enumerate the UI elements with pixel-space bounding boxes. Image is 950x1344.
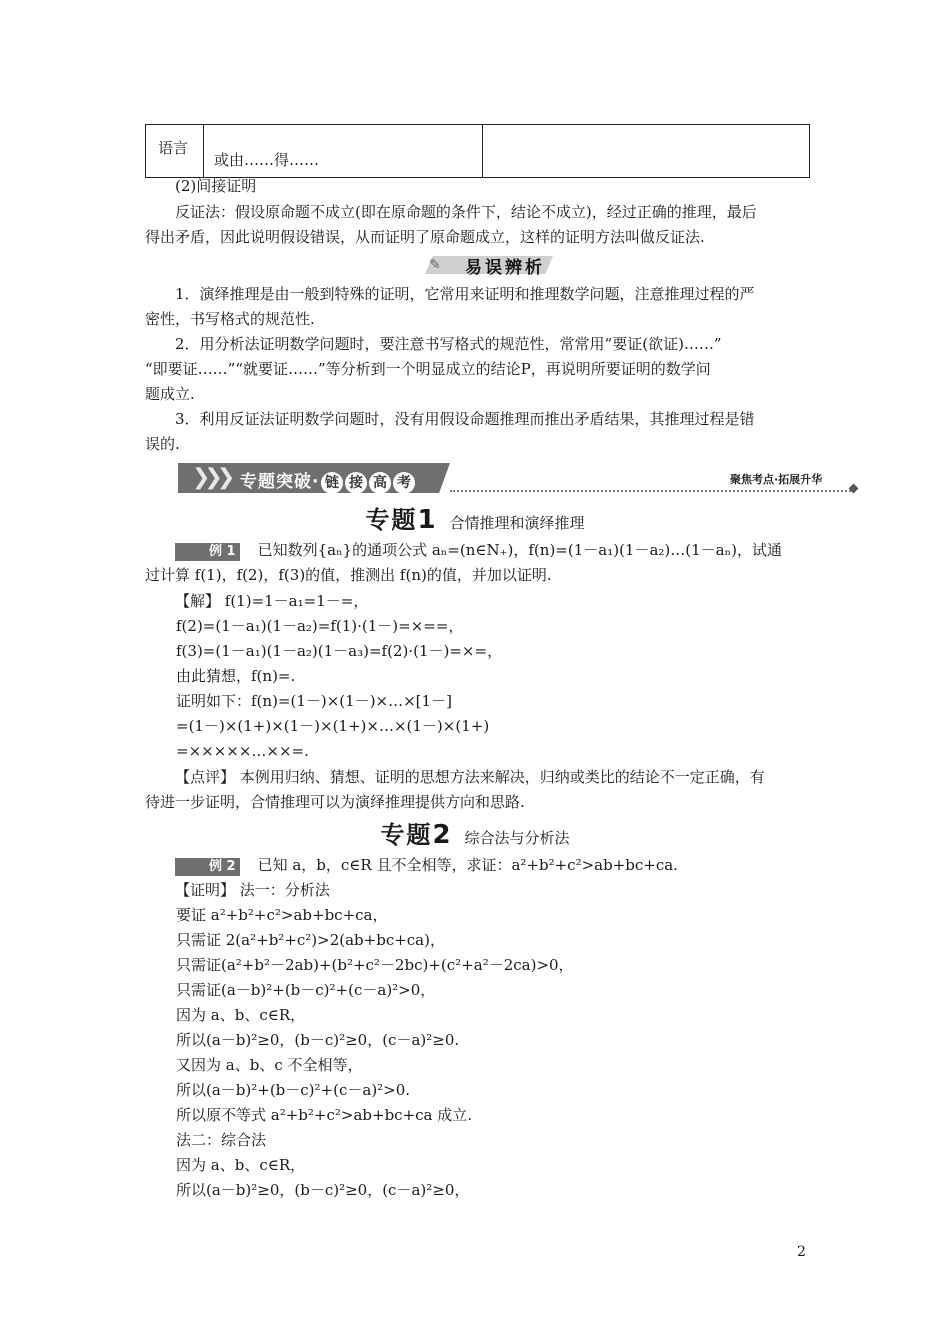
errors-banner-title: 易误辨析 — [465, 258, 545, 278]
proof-2-line: 法二：综合法 — [176, 1131, 267, 1149]
example-1-text: 已知数列{aₙ}的通项公式 aₙ=(n∈N₊)，f(n)=(1－a₁)(1－a₂)…(1－aₙ)，试通 — [257, 541, 782, 559]
contradiction-text-2: 得出矛盾，因此说明假设错误，从而证明了原命题成立，这样的证明方法叫做反证法. — [145, 228, 705, 246]
indirect-proof-heading: (2)间接证明 — [175, 177, 257, 195]
banner-circle-char: 接 — [345, 472, 367, 494]
solution-1-line: =(1－)×(1+)×(1－)×(1+)×…×(1－)×(1+) — [176, 717, 490, 735]
proof-2-line: 只需证(a－b)²+(b－c)²+(c－a)²>0， — [176, 981, 436, 999]
proof-2-line: 【证明】 法一：分析法 — [175, 881, 330, 899]
solution-1-line: f(3)=(1－a₁)(1－a₂)(1－a₃)=f(2)·(1－)=×=， — [176, 642, 503, 660]
example-1-badge: 例 1 — [175, 543, 240, 561]
example-2-badge: 例 2 — [175, 858, 240, 876]
proof-2-line: 只需证(a²+b²－2ab)+(b²+c²－2bc)+(c²+a²－2ca)>0， — [176, 956, 574, 974]
table-divider-1 — [203, 124, 204, 177]
banner-circle-char: 考 — [393, 472, 415, 494]
table-row-label: 语言 — [158, 139, 189, 157]
proof-2-line: 因为 a、b、c∈R， — [176, 1006, 306, 1024]
errors-banner — [425, 253, 553, 278]
table-cell-text: 或由……得…… — [214, 151, 320, 169]
section-banner-dotted-line — [450, 490, 855, 492]
section-banner-left-text: 专题突破· — [240, 472, 320, 492]
table-right-border — [809, 124, 810, 177]
error-1-line-1: 1．演绎推理是由一般到特殊的证明，它常用来证明和推理数学问题，注意推理过程的严 — [175, 285, 755, 303]
proof-2-line: 所以(a－b)²≥0，(b－c)²≥0，(c－a)²≥0. — [176, 1031, 460, 1049]
proof-2-line: 要证 a²+b²+c²>ab+bc+ca， — [176, 906, 388, 924]
table-left-border — [145, 124, 146, 177]
solution-1-line: f(2)=(1－a₁)(1－a₂)=f(1)·(1－)=×==， — [176, 617, 464, 635]
topic-2-heading — [0, 815, 950, 850]
solution-1-line: 【解】 f(1)=1－a₁=1－=， — [175, 592, 369, 610]
example-2-line-1 — [145, 853, 810, 878]
pencil-icon: ✎ — [429, 257, 441, 273]
solution-1-line: =×××××…××=. — [176, 742, 309, 760]
topic-2-number: 2 — [432, 820, 451, 850]
proof-2-line: 所以(a－b)²≥0，(b－c)²≥0，(c－a)²≥0， — [176, 1181, 470, 1199]
table-divider-2 — [482, 124, 483, 177]
table-top-border — [145, 124, 810, 125]
error-3-line-1: 3．利用反证法证明数学问题时，没有用假设命题推理而推出矛盾结果，其推理过程是错 — [175, 410, 755, 428]
solution-1-line: 证明如下：f(n)=(1－)×(1－)×…×[1－] — [176, 692, 452, 710]
page-number: 2 — [797, 1244, 806, 1260]
error-1-line-2: 密性，书写格式的规范性. — [145, 310, 315, 328]
proof-2-line: 所以(a－b)²+(b－c)²+(c－a)²>0. — [176, 1081, 411, 1099]
proof-2-line: 只需证 2(a²+b²+c²)>2(ab+bc+ca)， — [176, 931, 445, 949]
error-2-line-3: 题成立. — [145, 385, 195, 403]
chevron-right-icon: ❯❯❯ — [192, 465, 230, 490]
topic-1-prefix: 专题 — [365, 506, 418, 534]
topic-1-number: 1 — [417, 505, 436, 535]
comment-1-line-1: 【点评】 本例用归纳、猜想、证明的思想方法来解决，归纳或类比的结论不一定正确，有 — [175, 768, 765, 786]
section-banner — [178, 463, 858, 495]
error-2-line-2: “即要证……”“就要证……”等分析到一个明显成立的结论P，再说明所要证明的数学问 — [145, 360, 711, 378]
topic-2-title: 综合法与分析法 — [464, 829, 570, 847]
section-banner-label — [240, 467, 415, 494]
topic-2-prefix: 专题 — [380, 821, 433, 849]
comment-1-line-2: 待进一步证明，合情推理可以为演绎推理提供方向和思路. — [145, 793, 525, 811]
error-2-line-1: 2．用分析法证明数学问题时，要注意书写格式的规范性，常常用“要证(欲证)……” — [175, 335, 722, 353]
topic-1-title: 合情推理和演绎推理 — [449, 514, 585, 532]
proof-2-line: 因为 a、b、c∈R， — [176, 1156, 306, 1174]
banner-circle-char: 高 — [369, 472, 391, 494]
example-2-text: 已知 a，b，c∈R 且不全相等，求证：a²+b²+c²>ab+bc+ca. — [257, 856, 678, 874]
proof-2-line: 所以原不等式 a²+b²+c²>ab+bc+ca 成立. — [176, 1106, 473, 1124]
error-3-line-2: 误的. — [145, 435, 180, 453]
banner-circle-char: 链 — [321, 472, 343, 494]
topic-1-heading — [0, 500, 950, 535]
section-banner-right-text: 聚焦考点·拓展升华 — [730, 473, 823, 486]
contradiction-text-1: 反证法：假设原命题不成立(即在原命题的条件下，结论不成立)，经过正确的推理，最后 — [175, 203, 757, 221]
solution-1-line: 由此猜想，f(n)=. — [176, 667, 296, 685]
example-1-line-2: 过计算 f(1)，f(2)，f(3)的值，推测出 f(n)的值，并加以证明. — [145, 566, 552, 584]
example-1-line-1 — [145, 538, 810, 563]
proof-2-line: 又因为 a、b、c 不全相等， — [176, 1056, 363, 1074]
